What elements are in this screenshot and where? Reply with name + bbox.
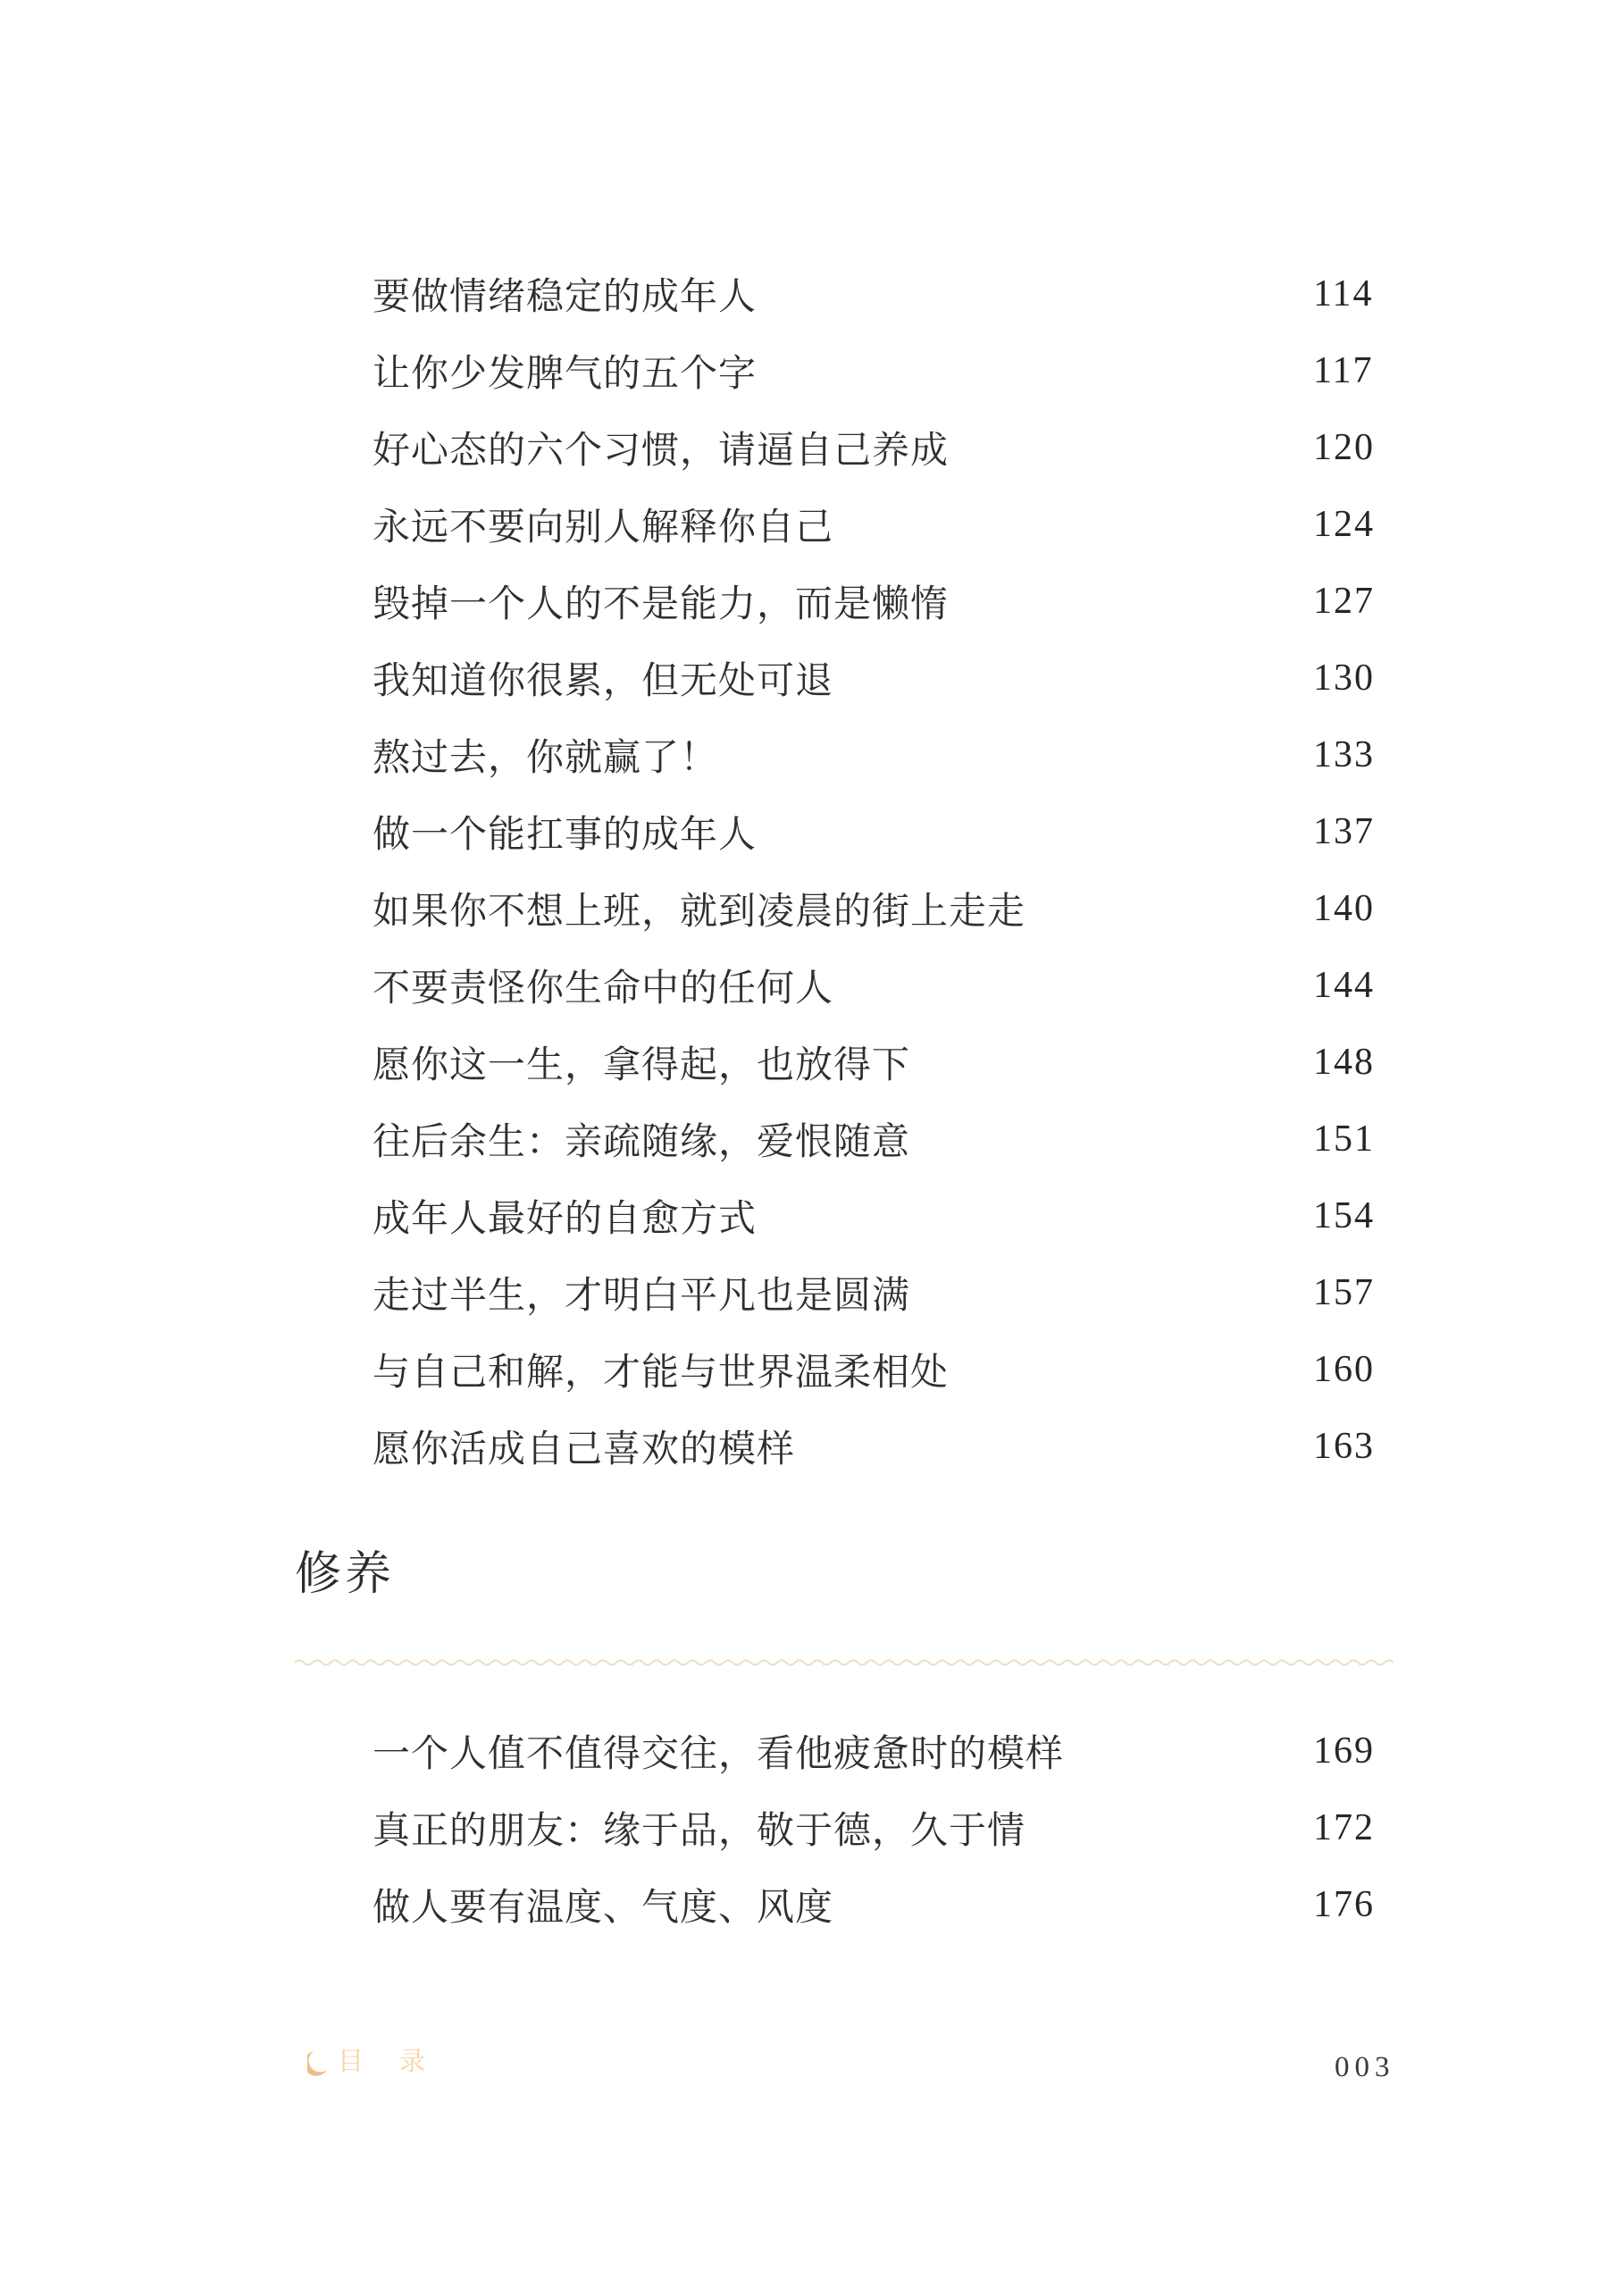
toc-entry [373, 1408, 1385, 1485]
toc-entry-title: 成年人最好的自愈方式 [373, 1199, 758, 1240]
toc-entry-page-number: 133 [1313, 734, 1375, 775]
toc-entry [373, 1101, 1385, 1177]
toc-entry-title: 要做情绪稳定的成年人 [373, 277, 758, 318]
toc-entry [373, 1713, 1385, 1789]
footer-left [307, 2048, 439, 2076]
toc-entry [373, 1177, 1385, 1254]
toc-entry-title: 好心态的六个习惯，请逼自己养成 [373, 431, 950, 472]
toc-entry-title: 愿你这一生，拿得起，也放得下 [373, 1045, 911, 1086]
toc-entry [373, 256, 1385, 332]
crescent-moon-icon [307, 2048, 329, 2076]
toc-entry-page-number: 130 [1313, 658, 1375, 699]
toc-entry [373, 409, 1385, 486]
toc-entry [373, 1024, 1385, 1101]
toc-entry-page-number: 124 [1313, 504, 1375, 545]
toc-entry [373, 1866, 1385, 1943]
toc-entry-title: 往后余生：亲疏随缘，爱恨随意 [373, 1122, 911, 1163]
toc-entry-page-number: 120 [1313, 427, 1375, 468]
footer-page-number: 003 [1335, 2051, 1395, 2083]
toc-entry [373, 1331, 1385, 1408]
toc-entry-title: 做人要有温度、气度、风度 [373, 1888, 834, 1929]
page-footer [0, 2048, 1624, 2087]
toc-entry [373, 486, 1385, 563]
toc-entry-title: 我知道你很累，但无处可退 [373, 661, 834, 702]
toc-entry [373, 716, 1385, 793]
toc-entry-title: 走过半生，才明白平凡也是圆满 [373, 1276, 911, 1317]
toc-entry [373, 1789, 1385, 1866]
section-heading: 修养 [295, 1548, 396, 1600]
toc-entry-title: 真正的朋友：缘于品，敬于德，久于情 [373, 1811, 1026, 1852]
toc-section-1-list [373, 256, 1385, 1485]
toc-entry-page-number: 157 [1313, 1272, 1375, 1313]
toc-entry-title: 如果你不想上班，就到凌晨的街上走走 [373, 892, 1026, 933]
toc-entry-page-number: 148 [1313, 1042, 1375, 1083]
toc-entry [373, 563, 1385, 640]
toc-entry-title: 一个人值不值得交往，看他疲惫时的模样 [373, 1734, 1065, 1775]
toc-entry-title: 不要责怪你生命中的任何人 [373, 968, 834, 1010]
toc-entry-title: 熬过去，你就赢了！ [373, 738, 719, 779]
wavy-divider [295, 1656, 1394, 1669]
toc-entry-title: 让你少发脾气的五个字 [373, 354, 758, 395]
toc-entry-page-number: 154 [1313, 1195, 1375, 1236]
toc-entry-title: 永远不要向别人解释你自己 [373, 507, 834, 549]
toc-entry-page-number: 163 [1313, 1426, 1375, 1467]
wavy-divider-path [295, 1661, 1394, 1665]
toc-entry-page-number: 176 [1313, 1884, 1375, 1925]
toc-section-2-list [373, 1713, 1385, 1943]
toc-entry-page-number: 114 [1313, 273, 1374, 314]
toc-entry [373, 332, 1385, 409]
toc-entry-title: 与自己和解，才能与世界温柔相处 [373, 1353, 950, 1394]
toc-entry [373, 1254, 1385, 1331]
toc-entry-title: 毁掉一个人的不是能力，而是懒惰 [373, 584, 950, 625]
toc-entry [373, 947, 1385, 1024]
toc-entry-page-number: 172 [1313, 1807, 1375, 1848]
toc-entry-title: 愿你活成自己喜欢的模样 [373, 1429, 796, 1470]
toc-entry [373, 640, 1385, 716]
toc-entry-page-number: 151 [1313, 1119, 1375, 1160]
toc-entry-page-number: 140 [1313, 888, 1375, 929]
toc-entry-page-number: 137 [1313, 811, 1375, 852]
toc-entry-page-number: 160 [1313, 1349, 1375, 1390]
toc-entry-page-number: 169 [1313, 1730, 1375, 1772]
toc-entry [373, 870, 1385, 947]
toc-entry [373, 793, 1385, 870]
toc-entry-page-number: 127 [1313, 581, 1375, 622]
toc-entry-title: 做一个能扛事的成年人 [373, 815, 758, 856]
footer-toc-label: 目 录 [338, 2048, 440, 2076]
toc-entry-page-number: 144 [1313, 965, 1375, 1006]
toc-entry-page-number: 117 [1313, 350, 1374, 391]
